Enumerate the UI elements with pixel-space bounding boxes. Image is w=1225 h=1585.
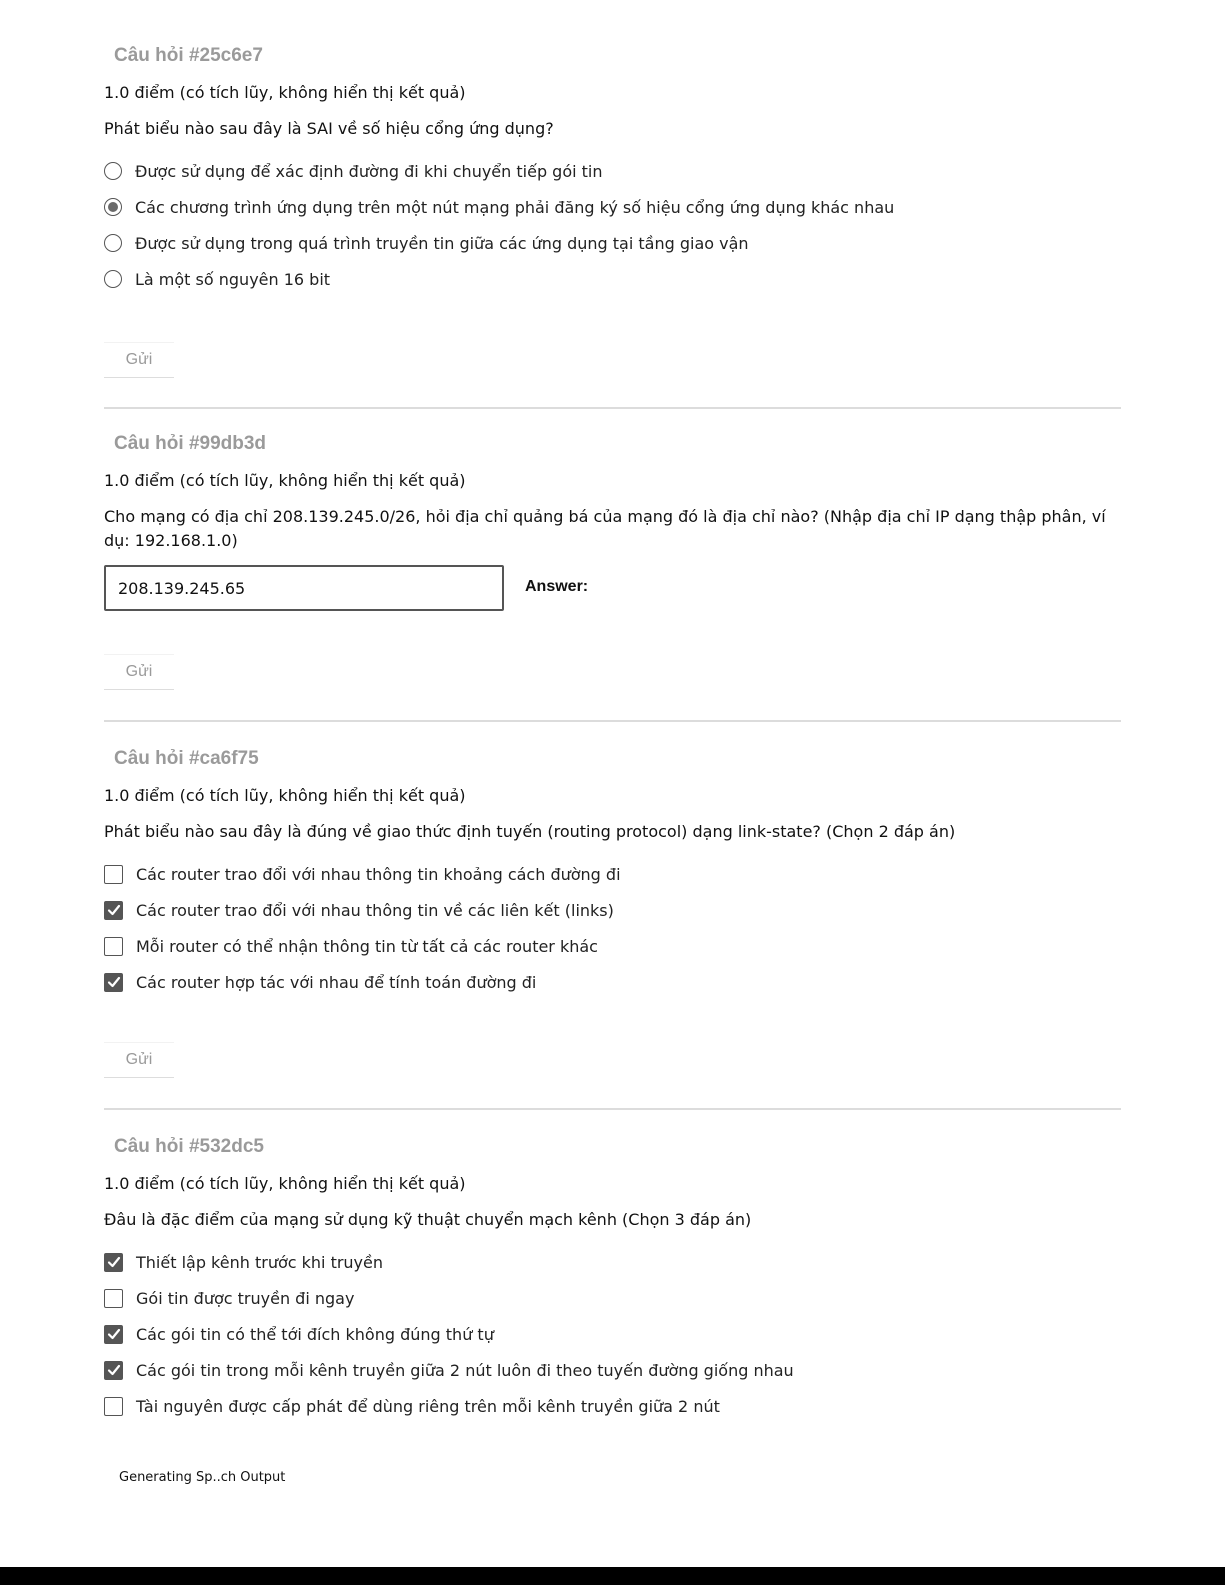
question-99db3d — [104, 433, 1121, 723]
option-label: Các router hợp tác với nhau để tính toán đường đi — [136, 972, 537, 992]
answer-option[interactable] — [104, 1287, 354, 1309]
checkbox-checked[interactable] — [104, 1253, 123, 1272]
status-overlay-text: Generating Sp..ch Output — [119, 1470, 286, 1485]
radio-button-selected[interactable] — [104, 198, 122, 216]
question-ca6f75 — [104, 748, 1121, 1113]
section-divider — [104, 720, 1121, 722]
checkbox-checked[interactable] — [104, 901, 123, 920]
answer-option[interactable] — [104, 971, 536, 993]
option-label: Tài nguyên được cấp phát để dùng riêng trên mỗi kênh truyền giữa 2 nút — [136, 1396, 720, 1416]
answer-option[interactable] — [104, 196, 894, 218]
option-label: Các gói tin có thể tới đích không đúng thứ tự — [136, 1324, 494, 1344]
answer-option[interactable] — [104, 863, 621, 885]
checkmark-icon — [107, 1327, 121, 1341]
option-label: Các gói tin trong mỗi kênh truyền giữa 2 nút luôn đi theo tuyến đường giống nhau — [136, 1360, 794, 1380]
option-label: Các chương trình ứng dụng trên một nút mạng phải đăng ký số hiệu cổng ứng dụng khác nhau — [135, 197, 895, 217]
checkbox-checked[interactable] — [104, 973, 123, 992]
question-prompt: Đâu là đặc điểm của mạng sử dụng kỹ thuật chuyển mạch kênh (Chọn 3 đáp án) — [104, 1210, 752, 1229]
answer-option[interactable] — [104, 160, 603, 182]
section-divider — [104, 407, 1121, 409]
option-label: Mỗi router có thể nhận thông tin từ tất cả các router khác — [136, 936, 598, 956]
checkmark-icon — [107, 903, 121, 917]
radio-button[interactable] — [104, 162, 122, 180]
question-title: Câu hỏi #25c6e7 — [114, 45, 263, 66]
question-532dc5 — [104, 1136, 1121, 1426]
checkmark-icon — [107, 975, 121, 989]
checkbox[interactable] — [104, 1397, 123, 1416]
checkbox-checked[interactable] — [104, 1361, 123, 1380]
option-label: Là một số nguyên 16 bit — [135, 269, 331, 289]
answer-option[interactable] — [104, 1359, 794, 1381]
answer-option[interactable] — [104, 1395, 720, 1417]
radio-button[interactable] — [104, 270, 122, 288]
question-title: Câu hỏi #532dc5 — [114, 1136, 264, 1157]
question-25c6e7 — [104, 45, 1121, 405]
question-points: 1.0 điểm (có tích lũy, không hiển thị kết quả) — [104, 83, 466, 102]
checkbox-checked[interactable] — [104, 1325, 123, 1344]
option-label: Các router trao đổi với nhau thông tin về các liên kết (links) — [136, 900, 614, 920]
question-points: 1.0 điểm (có tích lũy, không hiển thị kết quả) — [104, 786, 466, 805]
bottom-bar — [0, 1567, 1225, 1585]
option-label: Các router trao đổi với nhau thông tin khoảng cách đường đi — [136, 864, 621, 884]
question-prompt: Phát biểu nào sau đây là SAI về số hiệu cổng ứng dụng? — [104, 119, 554, 138]
question-points: 1.0 điểm (có tích lũy, không hiển thị kết quả) — [104, 1174, 466, 1193]
checkmark-icon — [107, 1255, 121, 1269]
answer-option[interactable] — [104, 232, 749, 254]
checkbox[interactable] — [104, 937, 123, 956]
option-label: Thiết lập kênh trước khi truyền — [136, 1252, 384, 1272]
question-title: Câu hỏi #ca6f75 — [114, 748, 259, 769]
submit-button[interactable]: Gửi — [104, 1042, 174, 1078]
checkmark-icon — [107, 1363, 121, 1377]
submit-button[interactable]: Gửi — [104, 342, 174, 378]
option-label: Được sử dụng để xác định đường đi khi chuyển tiếp gói tin — [135, 161, 603, 181]
answer-input[interactable] — [104, 565, 504, 611]
answer-option[interactable] — [104, 268, 330, 290]
question-title: Câu hỏi #99db3d — [114, 433, 267, 454]
question-prompt: Cho mạng có địa chỉ 208.139.245.0/26, hỏi địa chỉ quảng bá của mạng đó là địa chỉ nào? (Nhập địa chỉ IP dạng thập phân, ví dụ: 192.168.1.0) — [104, 507, 1106, 550]
question-prompt: Phát biểu nào sau đây là đúng về giao thức định tuyến (routing protocol) dạng link-state? (Chọn 2 đáp án) — [104, 822, 956, 841]
answer-option[interactable] — [104, 899, 614, 921]
option-label: Được sử dụng trong quá trình truyền tin giữa các ứng dụng tại tầng giao vận — [135, 233, 749, 253]
checkbox[interactable] — [104, 865, 123, 884]
radio-dot-icon — [108, 202, 118, 212]
checkbox[interactable] — [104, 1289, 123, 1308]
answer-label: Answer: — [525, 578, 589, 595]
submit-button[interactable]: Gửi — [104, 654, 174, 690]
option-label: Gói tin được truyền đi ngay — [136, 1288, 355, 1308]
answer-option[interactable] — [104, 1323, 494, 1345]
question-points: 1.0 điểm (có tích lũy, không hiển thị kết quả) — [104, 471, 466, 490]
answer-option[interactable] — [104, 1251, 383, 1273]
answer-option[interactable] — [104, 935, 598, 957]
section-divider — [104, 1108, 1121, 1110]
radio-button[interactable] — [104, 234, 122, 252]
